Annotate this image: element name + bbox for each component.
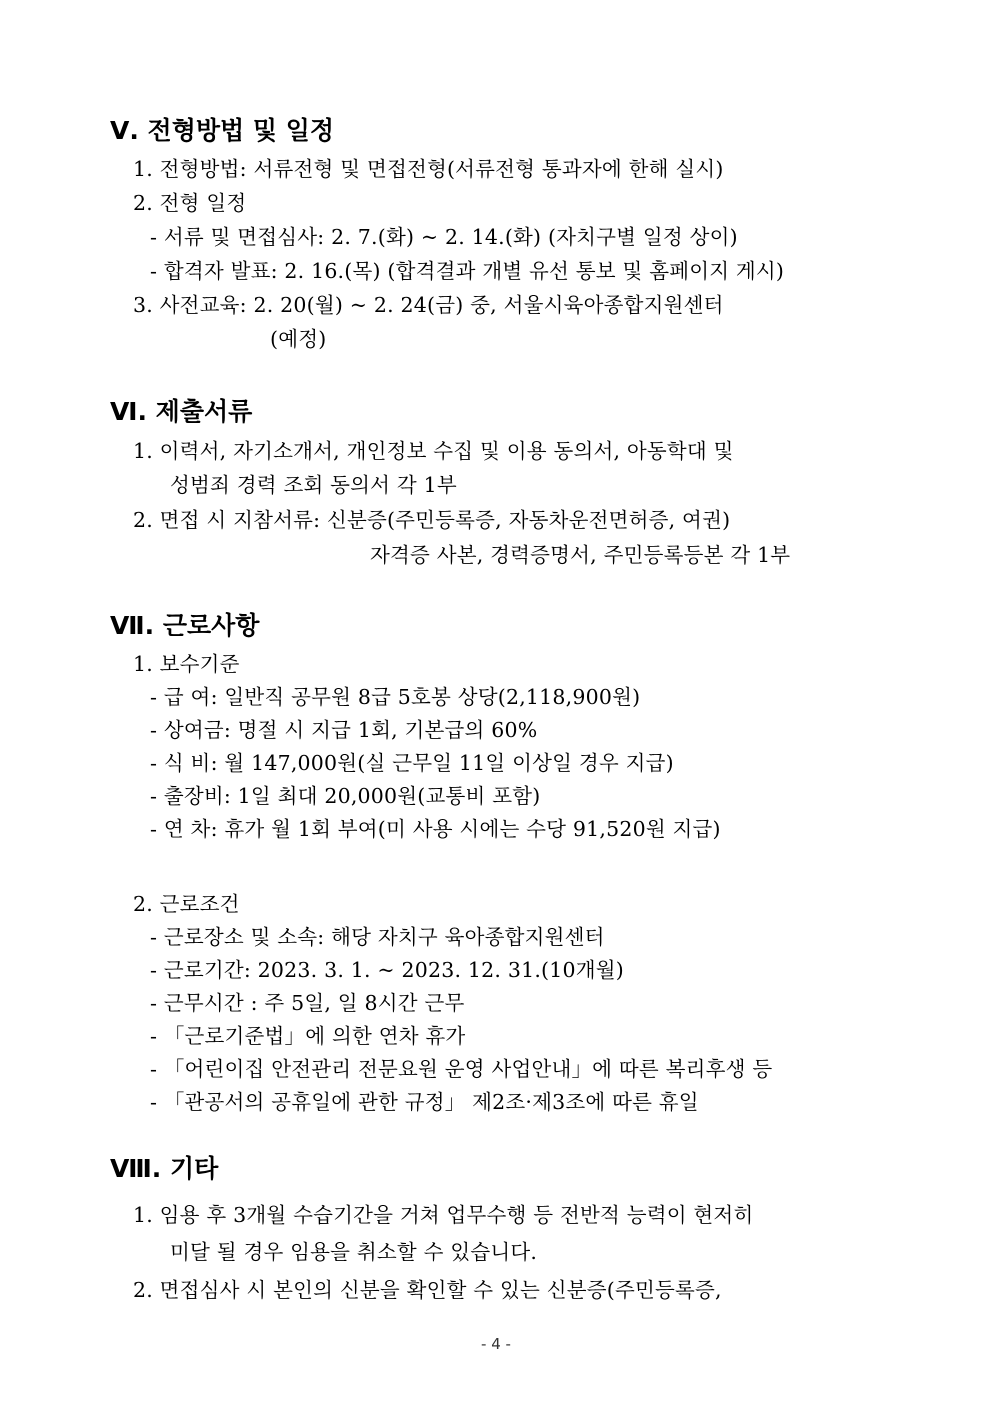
s7-line-2: 2. 근로조건 [133,892,240,916]
s7-line-1a: - 급 여: 일반직 공무원 8급 5호봉 상당(2,118,900원) [150,685,641,709]
s8-line-2: 2. 면접심사 시 본인의 신분을 확인할 수 있는 신분증(주민등록증, [133,1278,722,1302]
s7-line-2c: - 근무시간 : 주 5일, 일 8시간 근무 [150,991,465,1015]
s5-line-1: 1. 전형방법: 서류전형 및 면접전형(서류전형 통과자에 한해 실시) [133,157,724,181]
s7-line-2f: - 「관공서의 공휴일에 관한 규정」 제2조·제3조에 따른 휴일 [150,1090,699,1114]
s7-line-2d: - 「근로기준법」에 의한 연차 휴가 [150,1024,466,1048]
s7-line-1e: - 연 차: 휴가 월 1회 부여(미 사용 시에는 수당 91,520원 지급) [150,817,721,841]
section-6-heading: Ⅵ. 제출서류 [110,397,253,426]
page-number: - 4 - [481,1335,511,1353]
s6-line-1: 1. 이력서, 자기소개서, 개인정보 수집 및 이용 동의서, 아동학대 및 [133,439,734,463]
s8-line-1-cont: 미달 될 경우 임용을 취소할 수 있습니다. [170,1240,538,1264]
s6-line-1-cont: 성범죄 경력 조회 동의서 각 1부 [170,473,457,497]
s8-line-1: 1. 임용 후 3개월 수습기간을 거쳐 업무수행 등 전반적 능력이 현저히 [133,1203,754,1227]
s7-line-2e: - 「어린이집 안전관리 전문요원 운영 사업안내」에 따른 복리후생 등 [150,1057,773,1081]
s5-line-2a: - 서류 및 면접심사: 2. 7.(화) ~ 2. 14.(화) (자치구별 일정 상이) [150,225,738,249]
s5-line-2: 2. 전형 일정 [133,191,247,215]
section-5-heading: Ⅴ. 전형방법 및 일정 [110,116,335,145]
s7-line-2b: - 근로기간: 2023. 3. 1. ~ 2023. 12. 31.(10개월) [150,958,624,982]
s5-line-3-cont: (예정) [270,327,327,351]
section-7-heading: Ⅶ. 근로사항 [110,611,260,640]
s7-line-1d: - 출장비: 1일 최대 20,000원(교통비 포함) [150,784,541,808]
s7-line-1c: - 식 비: 월 147,000원(실 근무일 11일 이상일 경우 지급) [150,751,674,775]
s7-line-2a: - 근로장소 및 소속: 해당 자치구 육아종합지원센터 [150,925,605,949]
s5-line-2b: - 합격자 발표: 2. 16.(목) (합격결과 개별 유선 통보 및 홈페이지 게시) [150,259,785,283]
s6-line-2-cont: 자격증 사본, 경력증명서, 주민등록등본 각 1부 [370,543,791,567]
s6-line-2: 2. 면접 시 지참서류: 신분증(주민등록증, 자동차운전면허증, 여권) [133,508,731,532]
s7-line-1: 1. 보수기준 [133,652,240,676]
section-8-heading: Ⅷ. 기타 [110,1154,219,1183]
s7-line-1b: - 상여금: 명절 시 지급 1회, 기본급의 60% [150,718,538,742]
s5-line-3: 3. 사전교육: 2. 20(월) ~ 2. 24(금) 중, 서울시육아종합지원센터 [133,293,724,317]
